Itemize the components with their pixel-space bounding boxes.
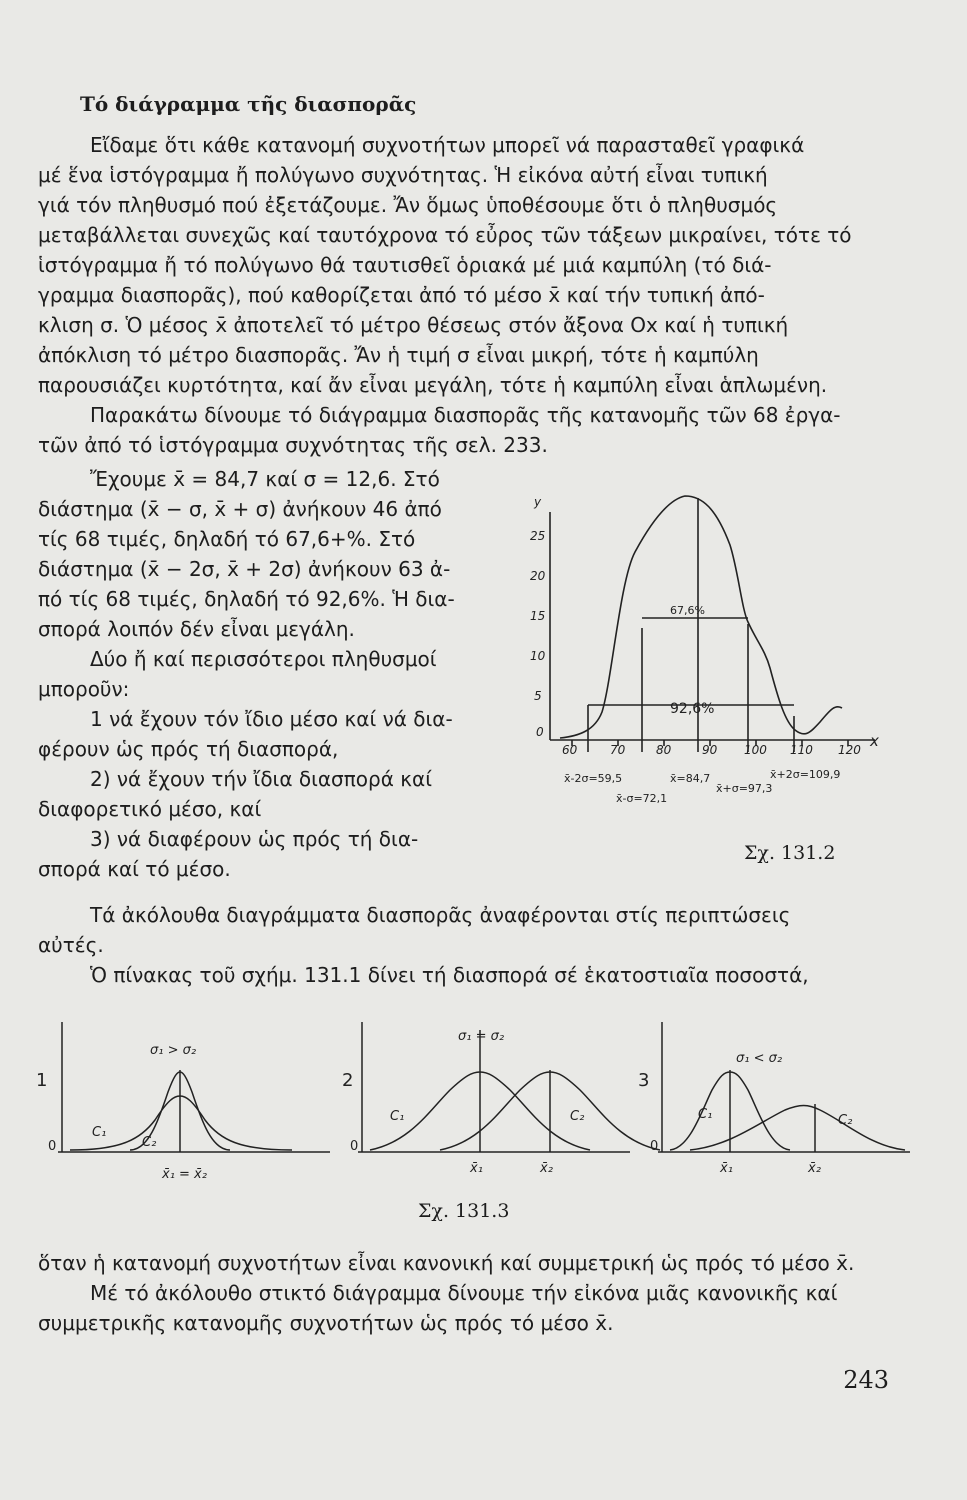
paragraph-cases — [38, 900, 886, 990]
x-tick-label: 70 — [610, 743, 626, 757]
y-tick-label: 20 — [530, 569, 546, 583]
panel1-c2: C₂ — [142, 1135, 157, 1150]
text-line: Τά ἀκόλουθα διαγράμματα διασπορᾶς ἀναφέρονται στίς περιπτώσεις — [90, 903, 791, 927]
text-line: τῶν ἀπό τό ἱστόγραμμα συχνότητας τῆς σελ. 233. — [38, 433, 548, 457]
panel2-number: 2 — [342, 1070, 354, 1091]
text-line: φέρουν ὡς πρός τή διασπορά, — [38, 737, 339, 761]
panel2-mean-1-label: x̄₁ — [470, 1161, 483, 1176]
text-line: γραμμα διασπορᾶς), πού καθορίζεται ἀπό τό μέσο x̄ καί τήν τυπική ἀπό- — [38, 283, 765, 307]
y-axis-label: y — [534, 495, 542, 509]
text-line: Μέ τό ἀκόλουθο στικτό διάγραμμα δίνουμε τήν εἰκόνα μιᾶς κανονικῆς καί — [90, 1281, 838, 1305]
text-line: 1 νά ἔχουν τόν ἴδιο μέσο καί νά δια- — [90, 707, 453, 731]
band-label-2: 92,6% — [670, 701, 715, 717]
x-tick-label: 60 — [562, 743, 578, 757]
x-tick-label: 90 — [702, 743, 718, 757]
panel3-zero: 0 — [650, 1139, 659, 1154]
text-line: τίς 68 τιμές, δηλαδή τό 67,6+%. Στό — [38, 527, 416, 551]
x-tick-label: 110 — [790, 743, 813, 757]
band-label-1: 67,6% — [670, 604, 705, 617]
three-distributions-figure — [30, 1010, 920, 1195]
mark-label: x̄-σ=72,1 — [616, 792, 668, 805]
panel1-c1: C₁ — [92, 1125, 107, 1140]
text-line: κλιση σ. Ὁ μέσος x̄ ἀποτελεῖ τό μέτρο θέσεως στόν ἄξονα Ox καί ἡ τυπική — [38, 313, 789, 337]
panel1-number: 1 — [36, 1070, 48, 1091]
x-tick-label: 80 — [656, 743, 672, 757]
dispersion-diagram-figure — [520, 490, 900, 820]
y-tick-label: 25 — [530, 529, 546, 543]
text-line: ἀπόκλιση τό μέτρο διασπορᾶς. Ἄν ἡ τιμή σ εἶναι μικρή, τότε ἡ καμπύλη — [38, 343, 759, 367]
mark-label: x̄-2σ=59,5 — [564, 772, 623, 785]
text-line: Παρακάτω δίνουμε τό διάγραμμα διασπορᾶς τῆς κατανομῆς τῶν 68 ἐργα- — [90, 403, 841, 427]
text-line: διάστημα (x̄ − 2σ, x̄ + 2σ) ἀνήκουν 63 ἀ- — [38, 557, 451, 581]
paragraph-intro — [38, 130, 886, 400]
panel2-mean-2-label: x̄₂ — [540, 1161, 553, 1176]
y-tick-label: 10 — [530, 649, 546, 663]
figure-caption-131-3: Σχ. 131.3 — [418, 1200, 510, 1222]
paragraph-example — [38, 400, 886, 460]
x-tick-label: 120 — [838, 743, 861, 757]
panel3-relation: σ₁ < σ₂ — [736, 1051, 783, 1066]
text-line: ἱστόγραμμα ἤ τό πολύγωνο θά ταυτισθεῖ ὁριακά μέ μιά καμπύλη (τό διά- — [38, 253, 772, 277]
text-line: πό τίς 68 τιμές, δηλαδή τό 92,6%. Ἡ δια- — [38, 587, 455, 611]
panel1-mean-label: x̄₁ = x̄₂ — [162, 1167, 207, 1182]
panel3-mean-2-label: x̄₂ — [808, 1161, 821, 1176]
panel3-curve-c2 — [690, 1106, 905, 1151]
mark-label: x̄+2σ=109,9 — [770, 768, 841, 781]
x-tick-label: 100 — [744, 743, 767, 757]
text-line: Ὁ πίνακας τοῦ σχήμ. 131.1 δίνει τή διασπορά σέ ἑκατοστιαῖα ποσοστά, — [90, 963, 809, 987]
text-line: μποροῦν: — [38, 677, 130, 701]
text-line: ὅταν ἡ κατανομή συχνοτήτων εἶναι κανονική καί συμμετρική ὡς πρός τό μέσο x̄. — [38, 1251, 855, 1275]
panel2-zero: 0 — [350, 1139, 359, 1154]
panel2-c2: C₂ — [570, 1109, 585, 1124]
panel2-c1: C₁ — [390, 1109, 405, 1124]
x-axis-label: x — [870, 732, 879, 750]
text-line: παρουσιάζει κυρτότητα, καί ἄν εἶναι μεγάλη, τότε ἡ καμπύλη εἶναι ἁπλωμένη. — [38, 373, 828, 397]
text-line: μέ ἕνα ἱστόγραμμα ἤ πολύγωνο συχνότητας. Ἡ εἰκόνα αὐτή εἶναι τυπική — [38, 163, 768, 187]
y-tick-label: 0 — [536, 725, 544, 739]
page-number: 243 — [843, 1366, 889, 1394]
panel3-c1: C₁ — [698, 1107, 713, 1122]
panel1-curve-c1 — [70, 1096, 292, 1150]
text-line: Δύο ἤ καί περισσότεροι πληθυσμοί — [90, 647, 437, 671]
text-line: συμμετρικῆς κατανομῆς συχνοτήτων ὡς πρός τό μέσο x̄. — [38, 1311, 614, 1335]
text-line: διαφορετικό μέσο, καί — [38, 797, 262, 821]
text-line: μεταβάλλεται συνεχῶς καί ταυτόχρονα τό εὖρος τῶν τάξεων μικραίνει, τότε τό — [38, 223, 852, 247]
panel2-relation: σ₁ = σ₂ — [458, 1029, 505, 1044]
text-line: 2) νά ἔχουν τήν ἴδια διασπορά καί — [90, 767, 432, 791]
text-line: γιά τόν πληθυσμό πού ἐξετάζουμε. Ἄν ὅμως ὑποθέσουμε ὅτι ὁ πληθυσμός — [38, 193, 778, 217]
panel3-number: 3 — [638, 1070, 650, 1091]
panel1-zero: 0 — [48, 1139, 57, 1154]
text-line: 3) νά διαφέρουν ὡς πρός τή δια- — [90, 827, 419, 851]
text-line: σπορά καί τό μέσο. — [38, 857, 231, 881]
text-line: διάστημα (x̄ − σ, x̄ + σ) ἀνήκουν 46 ἀπό — [38, 497, 442, 521]
text-line: Ἔχουμε x̄ = 84,7 καί σ = 12,6. Στό — [90, 467, 440, 491]
left-column-text — [38, 464, 496, 884]
y-tick-label: 5 — [534, 689, 542, 703]
mark-label: x̄+σ=97,3 — [716, 782, 773, 795]
panel3-mean-1-label: x̄₁ — [720, 1161, 733, 1176]
text-line: αὐτές. — [38, 933, 104, 957]
mark-label: x̄=84,7 — [670, 772, 711, 785]
text-line: σπορά λοιπόν δέν εἶναι μεγάλη. — [38, 617, 355, 641]
y-tick-label: 15 — [530, 609, 546, 623]
paragraph-closing — [38, 1248, 886, 1338]
panel3-c2: C₂ — [838, 1113, 853, 1128]
panel1-relation: σ₁ > σ₂ — [150, 1043, 197, 1058]
figure-caption-131-2: Σχ. 131.2 — [744, 842, 836, 864]
text-line: Εἴδαμε ὅτι κάθε κατανομή συχνοτήτων μπορεῖ νά παρασταθεῖ γραφικά — [90, 133, 805, 157]
section-heading: Τό διάγραμμα τῆς διασπορᾶς — [80, 92, 417, 116]
